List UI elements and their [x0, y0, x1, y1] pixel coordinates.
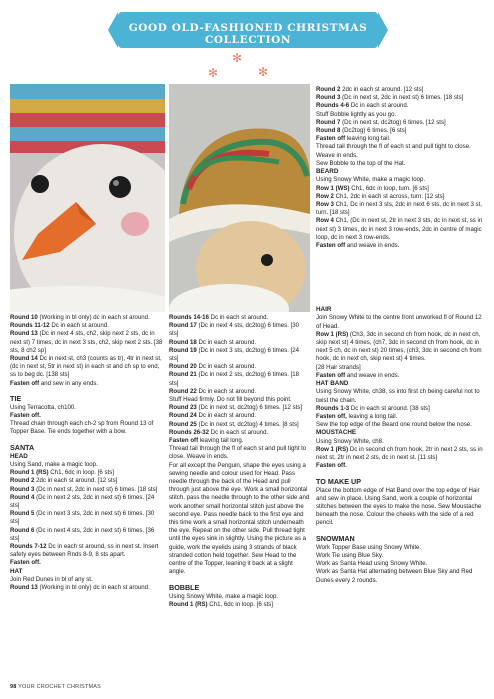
- instruction-label: Row 2: [316, 192, 334, 200]
- instruction-label: Round 1 (RS): [10, 469, 49, 477]
- instruction-line: [169, 322, 310, 338]
- instruction-line: [169, 388, 310, 396]
- instruction-text: Dc in each st around.: [208, 314, 269, 321]
- instruction-text: (Dc in next 3 sts, dc2tog) 6 times. [24 sts]: [169, 346, 300, 363]
- instruction-line: [169, 412, 310, 420]
- instruction-line: [316, 201, 486, 217]
- instruction-text: (Working in bl only) dc in each st around.: [37, 314, 150, 321]
- instruction-label: Fasten off: [10, 379, 40, 387]
- instruction-line: [169, 371, 310, 387]
- instruction-text: Stuff Head firmly. Do not fill beyond this point.: [169, 396, 292, 404]
- instruction-label: Row 4: [316, 217, 334, 225]
- instruction-label: Round 7: [316, 118, 341, 126]
- publication-name: YOUR CROCHET CHRISTMAS: [18, 684, 102, 690]
- instruction-label: Round 2: [316, 86, 341, 93]
- instruction-text: 2dc in each st around. [12 sts]: [34, 477, 118, 485]
- instruction-line: [169, 314, 310, 322]
- instruction-text: Place the bottom edge of Hat Band over the top edge of Hair and sew in place. Using Sand, work a couple of horizontal stitches between the eyes to make the nose. Sew Moustache beneath the nose. Colour the cheeks with the side of a red pencil.: [316, 486, 482, 527]
- instruction-label: Round 2: [10, 477, 35, 485]
- instruction-text: (Dc in next 4 sts, ch2, skip next 2 sts, dc in next st) 7 times, dc in next 3 sts, ch2, skip next 2 sts. [38 sts, 8 ch2 sp]: [10, 330, 163, 354]
- instruction-line: [316, 176, 486, 184]
- instruction-label: Rounds 4-6: [316, 102, 350, 110]
- instruction-text: Ch1, 6dc in loop, turn. [6 sts]: [349, 184, 429, 192]
- instruction-text: Thread tail through the fl of each st and pull tight to close. Weave in ends.: [169, 445, 307, 461]
- instruction-line: [10, 494, 165, 510]
- instruction-line: [316, 135, 486, 143]
- instruction-label: Round 25: [169, 420, 197, 428]
- instruction-label: Row 1 (WS): [316, 184, 350, 192]
- instruction-text: Dc in each st around.: [196, 338, 257, 346]
- instruction-label: Round 20: [169, 363, 197, 371]
- instruction-line: [316, 372, 486, 380]
- instruction-text: Dc in each st around.: [208, 428, 269, 436]
- instruction-label: Fasten off.: [316, 462, 347, 470]
- instruction-text: (Dc in next st, dc2tog) 6 times. [12 sts]: [196, 404, 303, 412]
- instruction-label: Round 6: [10, 526, 35, 534]
- subsection-heading: HAT BAND: [316, 380, 349, 388]
- instruction-text: Dc in each st around.: [196, 412, 257, 420]
- instruction-text: (Dc in next 4 sts, dc2tog) 6 times. [30 sts]: [169, 322, 300, 338]
- column-3-top: [316, 86, 486, 250]
- instruction-line: [169, 363, 310, 371]
- instruction-line: [316, 421, 486, 429]
- instruction-line: [169, 462, 310, 577]
- instruction-line: [316, 487, 486, 528]
- instruction-label: Row 1 (RS): [316, 446, 349, 454]
- instruction-label: Fasten off.: [10, 412, 41, 420]
- instruction-text: Using Snowy White, make a magic loop.: [169, 592, 279, 600]
- subsection-heading: HEAD: [10, 452, 28, 460]
- instruction-label: Fasten off,: [316, 413, 347, 421]
- instruction-line: [316, 185, 486, 193]
- instruction-line: [316, 462, 486, 470]
- instruction-text: Ch1, 2dc in each st across, turn. [12 sts]: [333, 192, 445, 200]
- instruction-line: [316, 560, 486, 568]
- instruction-text: (Ch3, 3dc in second ch from hook, dc in next ch, skip next st) 4 times, (ch7, 3dc in second ch from hook, dc in next 5 ch, dc in next st) 20 times, (ch3, 3dc in second ch from hook, dc in next ch, skip next st) 4 times.: [316, 330, 482, 363]
- instruction-line: [316, 127, 486, 135]
- instruction-line: [169, 601, 310, 609]
- instruction-line: [169, 396, 310, 404]
- instruction-line: [316, 413, 486, 421]
- subsection-heading: BEARD: [316, 168, 339, 176]
- instruction-text: (Dc in next st, 2dc in next st) 6 times. [18 sts]: [34, 485, 158, 493]
- instruction-line: [10, 404, 165, 412]
- instruction-text: Dc in second ch from hook, 2tr in next 2 sts, ss in next st, 2tr in next 2 sts, dc in next st. [11 sts]: [316, 446, 483, 462]
- instruction-text: Thread chain through each ch-2 sp from Round 13 of Topper Base. Tie ends together with a bow.: [10, 420, 154, 436]
- instruction-text: For all except the Penguin, shape the eyes using a sewing needle and colour used for Head. Pass needle through the back of the Head and pull through just above the eye. Work a small horizontal stitch, pass the needle through to the other side and work another small horizontal stitch just above the second eye. Pass needle back to the first eye and this time work a small horizontal stitch underneath the eye. Repeat on the other side. Pull thread tight until the eyes sink in slightly. Using the picture as a guide, work the eyelids using 3 strands of black stranded cotton held together. Sew Head to the centre of the Topper, leaning it back at a slight angle.: [169, 461, 310, 576]
- instruction-label: Rounds 26-32: [169, 428, 209, 436]
- instruction-label: Rounds 11-12: [10, 322, 50, 330]
- instruction-text: leaving tail long.: [198, 437, 244, 445]
- instruction-label: Round 19: [169, 346, 197, 354]
- instruction-text: (Dc in next st, dc2tog) 4 times. [8 sts]: [196, 420, 299, 428]
- instruction-line: [169, 421, 310, 429]
- instruction-label: Fasten off: [316, 371, 346, 379]
- instruction-line: [316, 388, 486, 404]
- instruction-line: [10, 477, 165, 485]
- instruction-line: [10, 355, 165, 380]
- instruction-text: Ch1, Dc in next 3 sts, 2dc in next 6 sts, dc in next 3 st, turn. [18 sts]: [316, 201, 482, 217]
- instruction-text: Thread tail through the fl of each st and pull tight to close. Weave in ends.: [316, 143, 471, 159]
- instruction-text: Work Tie using Blue Sky.: [316, 551, 384, 559]
- instruction-text: (Dc in next 3 sts, 2dc in next st) 6 times. [30 sts]: [10, 510, 155, 526]
- column-2: [169, 314, 310, 609]
- instruction-line: [10, 314, 165, 322]
- instruction-line: [10, 412, 165, 420]
- instruction-line: [10, 584, 165, 592]
- instruction-line: [316, 193, 486, 201]
- instruction-label: Round 14: [10, 355, 38, 363]
- instruction-text: 2dc in each st around. [12 sts]: [340, 86, 424, 93]
- header-banner: [118, 12, 378, 48]
- instruction-label: Fasten off.: [10, 559, 41, 567]
- instruction-label: Round 24: [169, 412, 197, 420]
- column-1: [10, 314, 165, 593]
- instruction-line: [169, 429, 310, 437]
- snowman-photo: [10, 84, 165, 312]
- instruction-line: [10, 576, 165, 584]
- instruction-text: Work Topper Base using Snowy White.: [316, 543, 422, 551]
- instruction-line: [316, 552, 486, 560]
- instruction-text: Using Snowy White, make a magic loop.: [316, 176, 426, 184]
- banner-title: GOOD OLD-FASHIONED CHRISTMAS COLLECTION: [128, 22, 368, 46]
- snowflake-icon: ✻: [208, 66, 219, 80]
- instruction-label: Round 4: [10, 493, 35, 501]
- instruction-line: [10, 330, 165, 355]
- instruction-line: [316, 102, 486, 110]
- instruction-line: [316, 405, 486, 413]
- instruction-text: Dc in next st, ch3 (counts as tr), 4tr in next st, (dc in next st, 5tr in next st) in each st and ch sp to end, ss to beg dc. [138 sts]: [10, 355, 162, 379]
- section-heading: SNOWMAN: [316, 533, 355, 543]
- instruction-line: [169, 593, 310, 601]
- instruction-text: Ch1, (Dc in next st, 2tr in next 3 sts, dc in next st, ss in next st) 3 times, dc in next 3 row-ends, 2dc in centre of magic loop, dc in next 3 row-ends.: [316, 217, 483, 241]
- instruction-label: Round 13: [10, 584, 38, 592]
- instruction-text: Dc in each st around.: [349, 102, 409, 110]
- instruction-label: Fasten off: [316, 242, 346, 250]
- instruction-label: Row 3: [316, 201, 334, 209]
- instruction-line: [316, 143, 486, 159]
- instruction-text: [28 Hair strands]: [316, 363, 361, 371]
- instruction-text: and weave in ends.: [345, 242, 400, 250]
- instruction-line: [316, 438, 486, 446]
- instruction-line: [169, 437, 310, 445]
- instruction-line: [316, 364, 486, 372]
- page-footer: [10, 684, 101, 690]
- instruction-label: Round 22: [169, 387, 197, 395]
- column-3: [316, 306, 486, 585]
- section-heading: BOBBLE: [169, 582, 200, 592]
- instruction-line: [10, 420, 165, 436]
- instruction-text: Using Sand, make a magic loop.: [10, 461, 98, 469]
- instruction-label: Round 21: [169, 371, 197, 379]
- instruction-line: [316, 314, 486, 330]
- instruction-text: (Working in bl only) dc in each st around.: [37, 584, 150, 592]
- snowflake-icon: ✻: [258, 65, 269, 79]
- instruction-text: (Dc2tog) 6 times. [6 sts]: [340, 127, 407, 135]
- instruction-label: Rounds 7-12: [10, 543, 47, 551]
- instruction-label: Rounds 1-3: [316, 404, 350, 412]
- instruction-line: [316, 111, 486, 119]
- section-heading: TIE: [10, 393, 22, 403]
- instruction-text: Dc in each st around.: [49, 322, 109, 330]
- instruction-text: Ch1, 6dc in loop. [6 sts]: [207, 600, 273, 608]
- instruction-label: Round 1 (RS): [169, 600, 208, 608]
- instruction-line: [10, 322, 165, 330]
- instruction-text: Join Snowy White to the centre front unworked fl of Round 12 of Head.: [316, 314, 482, 330]
- instruction-text: Sew the top edge of the Beard one round below the nose.: [316, 421, 472, 429]
- instruction-text: Work as Santa Hat alternating between Blue Sky and Red Dunes every 2 rounds.: [316, 568, 473, 584]
- instruction-line: [316, 242, 486, 250]
- instruction-text: (Dc in next 2 sts, dc2tog) 6 times. [18 sts]: [169, 371, 300, 387]
- instruction-line: [169, 347, 310, 363]
- instruction-label: Round 10: [10, 314, 38, 321]
- instruction-line: [316, 446, 486, 462]
- instruction-line: [10, 527, 165, 543]
- section-heading: SANTA: [10, 442, 35, 452]
- instruction-text: Sew Bobble to the top of the Hat.: [316, 159, 406, 167]
- instruction-label: Round 18: [169, 338, 197, 346]
- instruction-line: [10, 510, 165, 526]
- instruction-line: [316, 568, 486, 584]
- instruction-line: [316, 94, 486, 102]
- instruction-line: [316, 217, 486, 242]
- instruction-line: [10, 461, 165, 469]
- subsection-heading: MOUSTACHE: [316, 429, 357, 437]
- instruction-label: Round 3: [316, 94, 341, 102]
- instruction-text: leaving a long tail.: [346, 413, 398, 421]
- instruction-text: Dc in each st around, ss in next st. Insert safety eyes between Rnds 8-9, 8 sts apart.: [10, 543, 159, 559]
- instruction-line: [10, 469, 165, 477]
- instruction-line: [10, 543, 165, 559]
- instruction-line: [169, 404, 310, 412]
- instruction-line: [316, 86, 486, 94]
- subsection-heading: HAIR: [316, 306, 332, 313]
- instruction-label: Round 3: [10, 485, 35, 493]
- instruction-text: and sew in any ends.: [39, 379, 99, 387]
- instruction-text: Using Snowy White, ch38, ss into first ch being careful not to twist the chain.: [316, 388, 480, 404]
- instruction-text: Work as Santa Head using Snowy White.: [316, 560, 428, 568]
- page-number: 98: [10, 684, 17, 690]
- instruction-text: Using Terracotta, ch100.: [10, 403, 76, 411]
- instruction-line: [169, 339, 310, 347]
- subsection-heading: HAT: [10, 567, 23, 575]
- instruction-line: [316, 544, 486, 552]
- instruction-text: Stuff Bobble lightly as you go.: [316, 110, 397, 118]
- instruction-label: Round 17: [169, 322, 197, 330]
- instruction-line: [169, 445, 310, 461]
- instruction-label: Fasten off: [316, 135, 346, 143]
- instruction-line: [10, 380, 165, 388]
- instruction-text: Using Snowy White, ch8.: [316, 437, 384, 445]
- instruction-text: Dc in each st around.: [196, 387, 257, 395]
- section-heading: TO MAKE UP: [316, 476, 361, 486]
- instruction-line: [316, 119, 486, 127]
- instruction-label: Round 5: [10, 510, 35, 518]
- instruction-text: (Dc in next st, 2dc in next st) 6 times. [18 sts]: [340, 94, 464, 102]
- instruction-text: (Dc in next 4 sts, 2dc in next st) 6 times. [36 sts]: [10, 526, 155, 542]
- instruction-text: Ch1, 6dc in loop. [6 sts]: [48, 469, 114, 477]
- instruction-line: [316, 331, 486, 364]
- instruction-line: [10, 486, 165, 494]
- instruction-text: Dc in each st around.: [196, 363, 257, 371]
- snowflake-icon: ✻: [232, 51, 243, 65]
- instruction-text: (Dc in next st, dc2tog) 6 times. [12 sts]: [340, 118, 446, 126]
- instruction-text: Join Red Dunes in bl of any st.: [10, 576, 93, 584]
- instruction-text: and weave in ends.: [345, 371, 400, 379]
- instruction-label: Rounds 14-16: [169, 314, 209, 321]
- instruction-label: Row 1 (RS): [316, 330, 349, 338]
- instruction-label: Round 23: [169, 404, 197, 412]
- instruction-label: Round 8: [316, 127, 341, 135]
- santa-photo: [169, 84, 310, 312]
- instruction-text: Dc in each st around. [38 sts]: [349, 404, 430, 412]
- instruction-text: (Dc in next 2 sts, 2dc in next st) 6 times. [24 sts]: [10, 493, 155, 510]
- instruction-label: Round 13: [10, 330, 38, 338]
- instruction-text: leaving long tail.: [345, 135, 391, 143]
- instruction-line: [10, 559, 165, 567]
- instruction-line: [316, 160, 486, 168]
- instruction-label: Fasten off: [169, 437, 199, 445]
